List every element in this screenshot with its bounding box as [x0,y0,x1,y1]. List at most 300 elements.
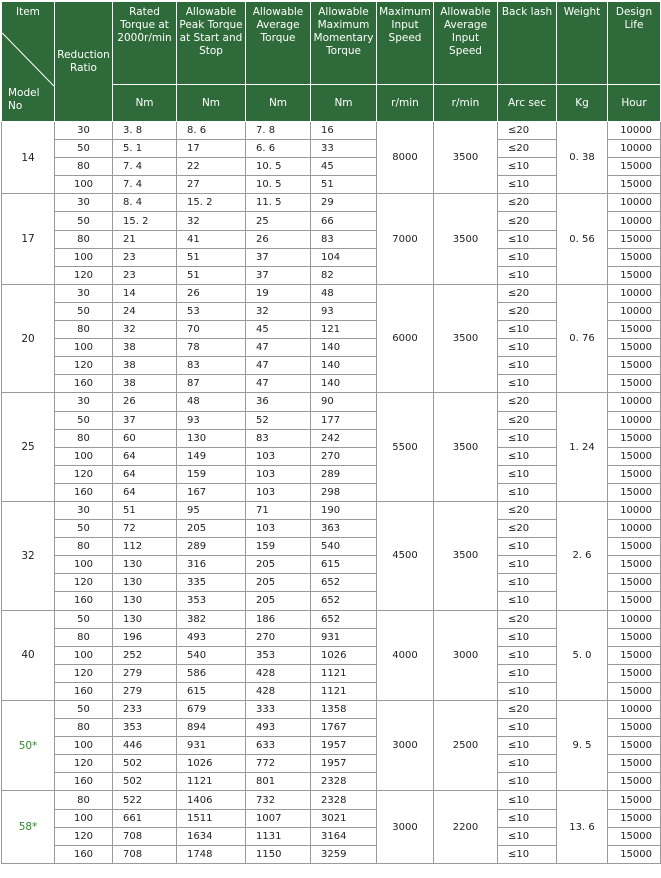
model-no-cell: 14 [2,122,55,194]
unit-peak-torque: Nm [177,85,246,122]
reduction-ratio-cell: 100 [55,248,113,266]
weight-cell: 0. 56 [557,194,608,284]
peak-torque-cell: 17 [177,140,246,158]
average-torque-cell: 32 [246,302,311,320]
average-torque-cell: 37 [246,248,311,266]
average-torque-cell: 26 [246,230,311,248]
peak-torque-cell: 894 [177,719,246,737]
rated-torque-cell: 502 [113,755,177,773]
design-life-cell: 15000 [608,719,661,737]
peak-torque-cell: 1406 [177,791,246,809]
average-torque-cell: 1150 [246,845,311,863]
table-row [2,122,661,140]
design-life-cell: 15000 [608,827,661,845]
design-life-cell: 15000 [608,357,661,375]
average-torque-cell: 47 [246,339,311,357]
average-torque-cell: 428 [246,682,311,700]
backlash-cell: ≤10 [498,646,557,664]
rated-torque-cell: 5. 1 [113,140,177,158]
rated-torque-cell: 708 [113,845,177,863]
peak-torque-cell: 679 [177,701,246,719]
reduction-ratio-cell: 100 [55,646,113,664]
momentary-torque-cell: 140 [311,357,377,375]
reduction-ratio-cell: 80 [55,538,113,556]
average-torque-cell: 186 [246,610,311,628]
peak-torque-cell: 353 [177,592,246,610]
backlash-cell: ≤20 [498,393,557,411]
reduction-ratio-cell: 120 [55,266,113,284]
max-input-speed-cell: 6000 [377,284,434,393]
peak-torque-cell: 51 [177,248,246,266]
reduction-ratio-cell: 50 [55,140,113,158]
table-row [2,501,661,519]
design-life-cell: 15000 [608,321,661,339]
backlash-cell: ≤10 [498,737,557,755]
max-input-speed-cell: 3000 [377,701,434,791]
rated-torque-cell: 23 [113,266,177,284]
weight-cell: 0. 76 [557,284,608,393]
max-input-speed-cell: 4000 [377,610,434,700]
rated-torque-cell: 196 [113,628,177,646]
average-torque-cell: 83 [246,429,311,447]
peak-torque-cell: 1026 [177,755,246,773]
peak-torque-cell: 53 [177,302,246,320]
reduction-ratio-cell: 100 [55,809,113,827]
reduction-ratio-cell: 30 [55,194,113,212]
table-row [2,701,661,719]
reduction-ratio-cell: 160 [55,375,113,393]
peak-torque-cell: 87 [177,375,246,393]
design-life-cell: 15000 [608,664,661,682]
average-torque-cell: 7. 8 [246,122,311,140]
spec-table [1,1,661,864]
table-row [2,284,661,302]
reduction-ratio-cell: 120 [55,664,113,682]
peak-torque-cell: 48 [177,393,246,411]
backlash-cell: ≤10 [498,755,557,773]
reduction-ratio-cell: 160 [55,592,113,610]
backlash-cell: ≤10 [498,809,557,827]
momentary-torque-cell: 363 [311,520,377,538]
backlash-cell: ≤20 [498,520,557,538]
peak-torque-cell: 130 [177,429,246,447]
max-input-speed-cell: 5500 [377,393,434,502]
momentary-torque-cell: 121 [311,321,377,339]
backlash-cell: ≤10 [498,266,557,284]
max-input-speed-cell: 8000 [377,122,434,194]
design-life-cell: 15000 [608,176,661,194]
backlash-cell: ≤20 [498,140,557,158]
weight-cell: 9. 5 [557,701,608,791]
unit-avg-input-speed: r/min [434,85,498,122]
design-life-cell: 10000 [608,302,661,320]
peak-torque-cell: 159 [177,465,246,483]
rated-torque-cell: 64 [113,465,177,483]
rated-torque-cell: 24 [113,302,177,320]
peak-torque-cell: 1634 [177,827,246,845]
reduction-ratio-cell: 80 [55,791,113,809]
rated-torque-cell: 3. 8 [113,122,177,140]
unit-average-torque: Nm [246,85,311,122]
average-torque-cell: 11. 5 [246,194,311,212]
backlash-cell: ≤10 [498,230,557,248]
rated-torque-cell: 38 [113,375,177,393]
reduction-ratio-cell: 100 [55,176,113,194]
reduction-ratio-cell: 100 [55,556,113,574]
design-life-cell: 15000 [608,845,661,863]
peak-torque-cell: 95 [177,501,246,519]
avg-input-speed-cell: 3500 [434,194,498,284]
design-life-cell: 15000 [608,465,661,483]
momentary-torque-cell: 931 [311,628,377,646]
backlash-cell: ≤10 [498,375,557,393]
peak-torque-cell: 149 [177,447,246,465]
reduction-ratio-cell: 80 [55,158,113,176]
backlash-cell: ≤20 [498,610,557,628]
column-header-momentary-torque: Allowable Maximum Momentary Torque [311,2,377,85]
rated-torque-cell: 38 [113,357,177,375]
column-header-design-life: Design Life [608,2,661,85]
design-life-cell: 10000 [608,194,661,212]
backlash-cell: ≤10 [498,483,557,501]
design-life-cell: 10000 [608,393,661,411]
momentary-torque-cell: 140 [311,375,377,393]
reduction-ratio-cell: 30 [55,284,113,302]
backlash-cell: ≤20 [498,302,557,320]
momentary-torque-cell: 242 [311,429,377,447]
rated-torque-cell: 279 [113,664,177,682]
design-life-cell: 15000 [608,646,661,664]
momentary-torque-cell: 82 [311,266,377,284]
avg-input-speed-cell: 2500 [434,701,498,791]
backlash-cell: ≤10 [498,465,557,483]
rated-torque-cell: 21 [113,230,177,248]
momentary-torque-cell: 1121 [311,664,377,682]
momentary-torque-cell: 1121 [311,682,377,700]
avg-input-speed-cell: 3500 [434,284,498,393]
rated-torque-cell: 661 [113,809,177,827]
peak-torque-cell: 316 [177,556,246,574]
average-torque-cell: 47 [246,357,311,375]
peak-torque-cell: 27 [177,176,246,194]
backlash-cell: ≤20 [498,701,557,719]
rated-torque-cell: 72 [113,520,177,538]
peak-torque-cell: 83 [177,357,246,375]
design-life-cell: 10000 [608,284,661,302]
backlash-cell: ≤10 [498,574,557,592]
design-life-cell: 15000 [608,682,661,700]
avg-input-speed-cell: 3500 [434,393,498,502]
table-row [2,610,661,628]
average-torque-cell: 47 [246,375,311,393]
design-life-cell: 15000 [608,737,661,755]
table-row [2,791,661,809]
average-torque-cell: 103 [246,520,311,538]
model-no-cell: 17 [2,194,55,284]
momentary-torque-cell: 16 [311,122,377,140]
average-torque-cell: 1007 [246,809,311,827]
average-torque-cell: 633 [246,737,311,755]
peak-torque-cell: 78 [177,339,246,357]
average-torque-cell: 10. 5 [246,176,311,194]
table-body [2,122,661,864]
design-life-cell: 10000 [608,501,661,519]
weight-cell: 13. 6 [557,791,608,863]
average-torque-cell: 52 [246,411,311,429]
design-life-cell: 15000 [608,592,661,610]
design-life-cell: 15000 [608,266,661,284]
average-torque-cell: 103 [246,465,311,483]
momentary-torque-cell: 652 [311,610,377,628]
peak-torque-cell: 382 [177,610,246,628]
momentary-torque-cell: 540 [311,538,377,556]
model-no-cell: 20 [2,284,55,393]
backlash-cell: ≤10 [498,176,557,194]
momentary-torque-cell: 48 [311,284,377,302]
reduction-ratio-cell: 50 [55,520,113,538]
average-torque-cell: 493 [246,719,311,737]
backlash-cell: ≤10 [498,773,557,791]
average-torque-cell: 270 [246,628,311,646]
momentary-torque-cell: 1767 [311,719,377,737]
design-life-cell: 15000 [608,628,661,646]
momentary-torque-cell: 2328 [311,791,377,809]
backlash-cell: ≤20 [498,194,557,212]
peak-torque-cell: 586 [177,664,246,682]
average-torque-cell: 103 [246,447,311,465]
reduction-ratio-cell: 160 [55,845,113,863]
momentary-torque-cell: 1957 [311,737,377,755]
momentary-torque-cell: 90 [311,393,377,411]
reduction-ratio-cell: 160 [55,682,113,700]
table-header [2,2,661,122]
rated-torque-cell: 51 [113,501,177,519]
avg-input-speed-cell: 2200 [434,791,498,863]
peak-torque-cell: 289 [177,538,246,556]
weight-cell: 5. 0 [557,610,608,700]
rated-torque-cell: 708 [113,827,177,845]
max-input-speed-cell: 3000 [377,791,434,863]
reduction-ratio-cell: 80 [55,429,113,447]
unit-design-life: Hour [608,85,661,122]
design-life-cell: 15000 [608,429,661,447]
rated-torque-cell: 38 [113,339,177,357]
momentary-torque-cell: 51 [311,176,377,194]
rated-torque-cell: 446 [113,737,177,755]
peak-torque-cell: 8. 6 [177,122,246,140]
momentary-torque-cell: 298 [311,483,377,501]
model-no-cell: 50* [2,701,55,791]
backlash-cell: ≤10 [498,682,557,700]
backlash-cell: ≤10 [498,158,557,176]
reduction-ratio-cell: 120 [55,574,113,592]
backlash-cell: ≤10 [498,357,557,375]
design-life-cell: 15000 [608,809,661,827]
rated-torque-cell: 14 [113,284,177,302]
unit-backlash: Arc sec [498,85,557,122]
rated-torque-cell: 233 [113,701,177,719]
design-life-cell: 15000 [608,158,661,176]
reduction-ratio-cell: 80 [55,719,113,737]
rated-torque-cell: 252 [113,646,177,664]
momentary-torque-cell: 177 [311,411,377,429]
peak-torque-cell: 26 [177,284,246,302]
design-life-cell: 15000 [608,483,661,501]
momentary-torque-cell: 93 [311,302,377,320]
average-torque-cell: 36 [246,393,311,411]
momentary-torque-cell: 45 [311,158,377,176]
rated-torque-cell: 353 [113,719,177,737]
design-life-cell: 15000 [608,230,661,248]
backlash-cell: ≤20 [498,212,557,230]
backlash-cell: ≤10 [498,827,557,845]
momentary-torque-cell: 652 [311,574,377,592]
momentary-torque-cell: 3259 [311,845,377,863]
table-row [2,393,661,411]
reduction-ratio-cell: 100 [55,737,113,755]
average-torque-cell: 801 [246,773,311,791]
design-life-cell: 15000 [608,538,661,556]
backlash-cell: ≤10 [498,664,557,682]
design-life-cell: 15000 [608,556,661,574]
backlash-cell: ≤10 [498,339,557,357]
rated-torque-cell: 64 [113,483,177,501]
average-torque-cell: 6. 6 [246,140,311,158]
momentary-torque-cell: 104 [311,248,377,266]
momentary-torque-cell: 1957 [311,755,377,773]
average-torque-cell: 37 [246,266,311,284]
momentary-torque-cell: 270 [311,447,377,465]
design-life-cell: 15000 [608,791,661,809]
reduction-ratio-cell: 120 [55,755,113,773]
average-torque-cell: 732 [246,791,311,809]
peak-torque-cell: 32 [177,212,246,230]
rated-torque-cell: 32 [113,321,177,339]
backlash-cell: ≤10 [498,447,557,465]
reduction-ratio-cell: 30 [55,122,113,140]
rated-torque-cell: 522 [113,791,177,809]
rated-torque-cell: 60 [113,429,177,447]
average-torque-cell: 25 [246,212,311,230]
backlash-cell: ≤20 [498,501,557,519]
rated-torque-cell: 23 [113,248,177,266]
design-life-cell: 15000 [608,773,661,791]
average-torque-cell: 45 [246,321,311,339]
column-header-max-input-speed: Maximum Input Speed [377,2,434,85]
unit-max-input-speed: r/min [377,85,434,122]
reduction-ratio-cell: 160 [55,483,113,501]
momentary-torque-cell: 1358 [311,701,377,719]
reduction-ratio-cell: 120 [55,827,113,845]
column-header-weight: Weight [557,2,608,85]
peak-torque-cell: 41 [177,230,246,248]
column-header-backlash: Back lash [498,2,557,85]
peak-torque-cell: 1121 [177,773,246,791]
column-header-average-torque: Allowable Average Torque [246,2,311,85]
average-torque-cell: 205 [246,592,311,610]
momentary-torque-cell: 3021 [311,809,377,827]
backlash-cell: ≤10 [498,556,557,574]
weight-cell: 1. 24 [557,393,608,502]
momentary-torque-cell: 29 [311,194,377,212]
peak-torque-cell: 931 [177,737,246,755]
unit-momentary-torque: Nm [311,85,377,122]
average-torque-cell: 205 [246,574,311,592]
reduction-ratio-cell: 120 [55,465,113,483]
avg-input-speed-cell: 3500 [434,122,498,194]
reduction-ratio-cell: 100 [55,447,113,465]
peak-torque-cell: 335 [177,574,246,592]
design-life-cell: 15000 [608,755,661,773]
rated-torque-cell: 7. 4 [113,176,177,194]
backlash-cell: ≤10 [498,429,557,447]
design-life-cell: 10000 [608,610,661,628]
backlash-cell: ≤20 [498,284,557,302]
reduction-ratio-cell: 160 [55,773,113,791]
model-no-label: Model No [8,87,40,112]
peak-torque-cell: 540 [177,646,246,664]
average-torque-cell: 205 [246,556,311,574]
backlash-cell: ≤10 [498,791,557,809]
avg-input-speed-cell: 3000 [434,610,498,700]
backlash-cell: ≤10 [498,538,557,556]
peak-torque-cell: 615 [177,682,246,700]
backlash-cell: ≤10 [498,719,557,737]
rated-torque-cell: 502 [113,773,177,791]
rated-torque-cell: 279 [113,682,177,700]
design-life-cell: 10000 [608,701,661,719]
model-no-cell: 25 [2,393,55,502]
model-no-cell: 32 [2,501,55,610]
average-torque-cell: 428 [246,664,311,682]
rated-torque-cell: 26 [113,393,177,411]
rated-torque-cell: 15. 2 [113,212,177,230]
rated-torque-cell: 112 [113,538,177,556]
column-header-peak-torque: Allowable Peak Torque at Start and Stop [177,2,246,85]
design-life-cell: 15000 [608,574,661,592]
peak-torque-cell: 493 [177,628,246,646]
column-header-rated-torque: Rated Torque at 2000r/min [113,2,177,85]
corner-header-cell [2,2,55,122]
reduction-ratio-cell: 30 [55,393,113,411]
peak-torque-cell: 1511 [177,809,246,827]
design-life-cell: 10000 [608,411,661,429]
momentary-torque-cell: 83 [311,230,377,248]
design-life-cell: 15000 [608,248,661,266]
reduction-ratio-cell: 50 [55,701,113,719]
peak-torque-cell: 93 [177,411,246,429]
momentary-torque-cell: 3164 [311,827,377,845]
weight-cell: 2. 6 [557,501,608,610]
average-torque-cell: 103 [246,483,311,501]
momentary-torque-cell: 652 [311,592,377,610]
momentary-torque-cell: 190 [311,501,377,519]
reduction-ratio-cell: 120 [55,357,113,375]
average-torque-cell: 10. 5 [246,158,311,176]
peak-torque-cell: 167 [177,483,246,501]
average-torque-cell: 1131 [246,827,311,845]
design-life-cell: 15000 [608,339,661,357]
reduction-ratio-cell: 50 [55,212,113,230]
momentary-torque-cell: 1026 [311,646,377,664]
rated-torque-cell: 37 [113,411,177,429]
unit-weight: Kg [557,85,608,122]
backlash-cell: ≤10 [498,628,557,646]
average-torque-cell: 19 [246,284,311,302]
backlash-cell: ≤10 [498,248,557,266]
peak-torque-cell: 205 [177,520,246,538]
peak-torque-cell: 22 [177,158,246,176]
